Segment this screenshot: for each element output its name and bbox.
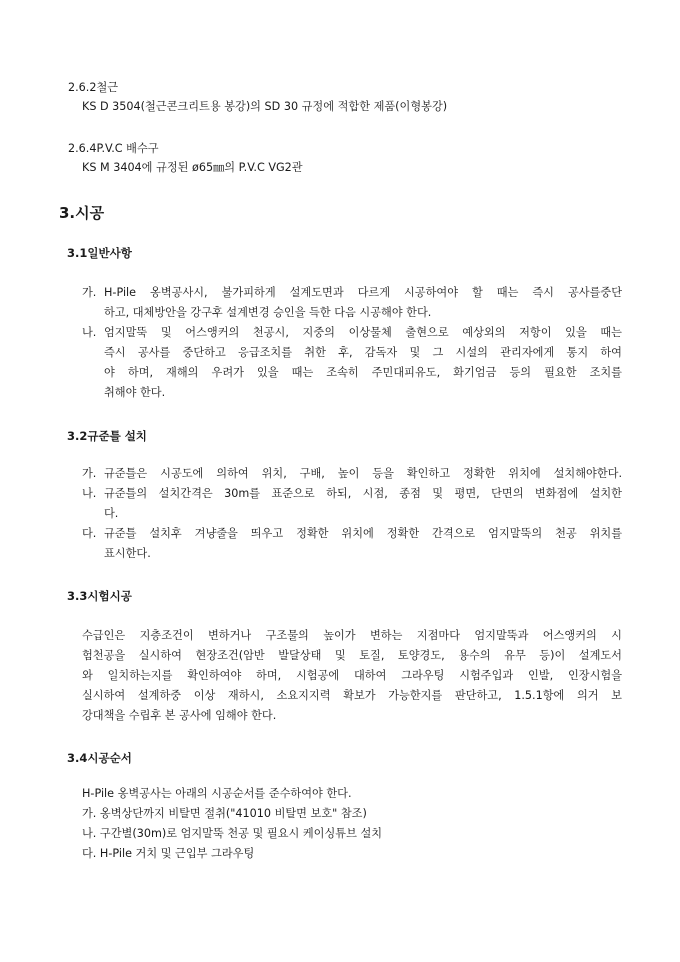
section-2-6-4-text: KS M 3404에 규정된 ø65㎜의 P.V.C VG2관 xyxy=(82,161,303,174)
section-3-3-paragraph-line: 실시하여 설계하중 이상 재하시, 소요지지력 확보가 가능한지를 판단하고, 1.5.1항에 의거 보 xyxy=(82,689,622,702)
section-3-1-item-line: H-Pile 옹벽공사시, 불가피하게 설계도면과 다르게 시공하여야 할 때는 즉시 공사를중단 xyxy=(104,286,622,299)
section-3-2-item-label: 나. xyxy=(82,487,97,500)
section-3-2-item-line: 다. xyxy=(104,507,119,520)
section-3-2-item-line: 표시한다. xyxy=(104,547,151,560)
section-2-6-2-heading: 2.6.2철근 xyxy=(68,81,119,94)
section-3-1-item-label: 가. xyxy=(82,286,97,299)
section-3-2-item-line: 규준틀의 설치간격은 30m를 표준으로 하되, 시점, 종점 및 평면, 단면의 변화점에 설치한 xyxy=(104,487,622,500)
section-3-4-intro: H-Pile 옹벽공사는 아래의 시공순서를 준수하여야 한다. xyxy=(82,787,352,800)
section-3-3-paragraph-line: 와 일치하는지를 확인하여야 하며, 시험공에 대하여 그라우팅 시험주입과 인발, 인장시험을 xyxy=(82,669,622,682)
section-3-1-item-line: 하고, 대체방안을 강구후 설계변경 승인을 득한 다음 시공해야 한다. xyxy=(104,306,432,319)
section-3-1-item-label: 나. xyxy=(82,326,97,339)
section-3-3-paragraph-line: 수급인은 지층조건이 변하거나 구조물의 높이가 변하는 지점마다 엄지말뚝과 어스앵커의 시 xyxy=(82,629,622,642)
chapter-3-title: 3.시공 xyxy=(59,204,105,222)
section-3-3-paragraph-line: 강대책을 수립후 본 공사에 임해야 한다. xyxy=(82,709,277,722)
section-3-4-step: 나. 구간별(30m)로 엄지말뚝 천공 및 필요시 케이싱튜브 설치 xyxy=(82,827,383,840)
section-3-3-paragraph-line: 험천공을 실시하여 현장조건(암반 발달상태 및 토질, 토양경도, 용수의 유무 등)이 설계도서 xyxy=(82,649,622,662)
section-3-4-title: 3.4시공순서 xyxy=(67,751,132,765)
section-3-1-item-line: 취해야 한다. xyxy=(104,386,166,399)
section-3-1-title: 3.1일반사항 xyxy=(67,246,132,260)
section-3-2-item-line: 규준틀은 시공도에 의하여 위치, 구배, 높이 등을 확인하고 정확한 위치에 설치해야한다. xyxy=(104,467,622,480)
section-2-6-4-heading: 2.6.4P.V.C 배수구 xyxy=(68,142,159,155)
section-3-2-item-line: 규준틀 설치후 겨냥줄을 띄우고 정확한 위치에 정확한 간격으로 엄지말뚝의 천공 위치를 xyxy=(104,527,622,540)
section-2-6-2-text: KS D 3504(철근콘크리트용 봉강)의 SD 30 규정에 적합한 제품(이형봉강) xyxy=(82,100,448,113)
section-3-2-item-label: 가. xyxy=(82,467,97,480)
section-3-1-item-line: 야 하며, 재해의 우려가 있을 때는 조속히 주민대피유도, 화기엄금 등의 필요한 조치를 xyxy=(104,366,622,379)
section-3-2-item-label: 다. xyxy=(82,527,97,540)
section-3-1-item-line: 즉시 공사를 중단하고 응급조치를 취한 후, 감독자 및 그 시설의 관리자에게 통지 하여 xyxy=(104,346,622,359)
section-3-4-step: 다. H-Pile 거치 및 근입부 그라우팅 xyxy=(82,847,255,860)
section-3-1-item-line: 엄지말뚝 및 어스앵커의 천공시, 지중의 이상물체 출현으로 예상외의 저항이 있을 때는 xyxy=(104,326,622,339)
section-3-4-step: 가. 옹벽상단까지 비탈면 절취("41010 비탈면 보호" 참조) xyxy=(82,807,367,820)
section-3-2-title: 3.2규준틀 설치 xyxy=(67,429,147,443)
section-3-3-title: 3.3시험시공 xyxy=(67,589,132,603)
